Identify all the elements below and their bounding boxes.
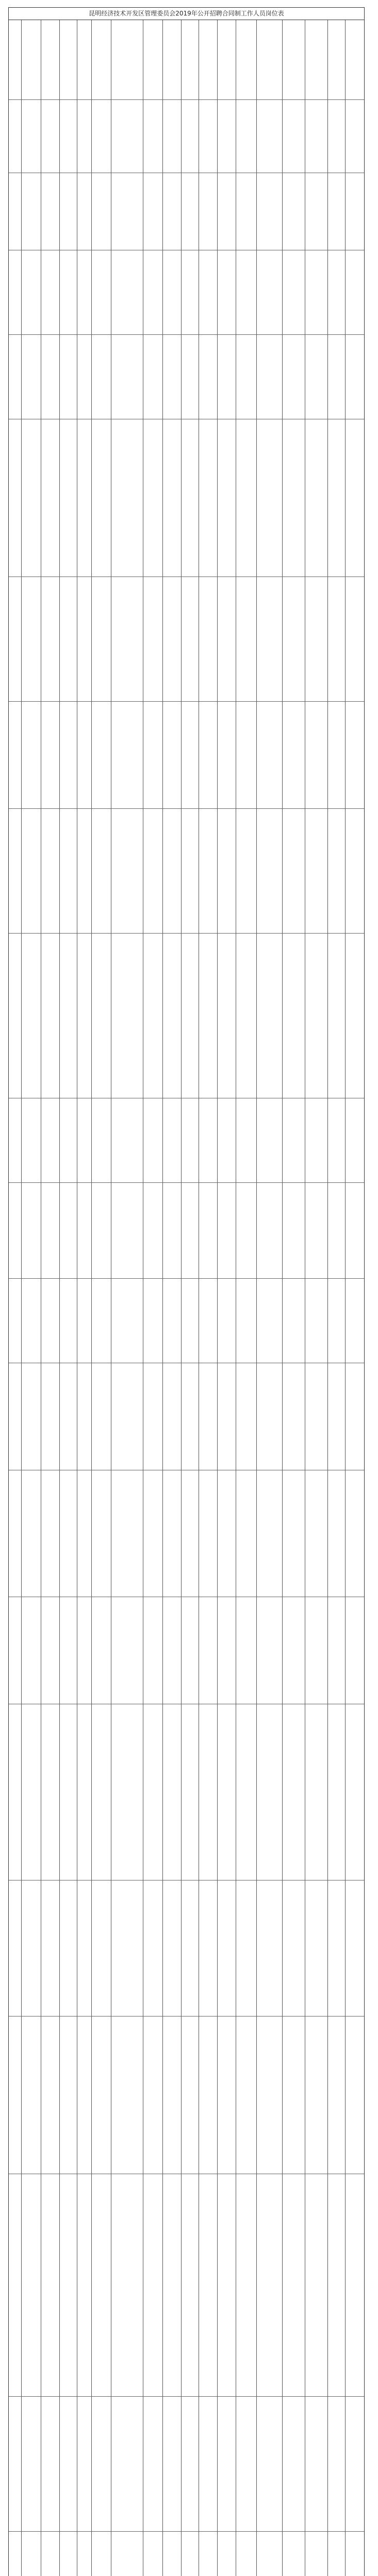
- column-divider: [91, 20, 92, 2576]
- column-divider: [256, 20, 257, 2576]
- column-divider: [282, 20, 283, 2576]
- column-divider: [217, 20, 218, 2576]
- row-divider: [9, 808, 364, 809]
- row-divider: [9, 1182, 364, 1183]
- row-divider: [9, 334, 364, 335]
- row-divider: [9, 2531, 364, 2532]
- column-divider: [162, 20, 163, 2576]
- column-divider: [327, 20, 328, 2576]
- row-divider: [9, 2396, 364, 2397]
- row-divider: [9, 1278, 364, 1279]
- recruitment-table: [8, 7, 365, 2576]
- row-divider: [9, 99, 364, 100]
- column-divider: [59, 20, 60, 2576]
- column-divider: [345, 20, 346, 2576]
- table-title: 昆明经济技术开发区管理委员会2019年公开招聘合同制工作人员岗位表: [9, 8, 364, 20]
- table-grid: [9, 20, 364, 2576]
- row-divider: [9, 933, 364, 934]
- column-divider: [181, 20, 182, 2576]
- column-divider: [21, 20, 22, 2576]
- row-divider: [9, 701, 364, 702]
